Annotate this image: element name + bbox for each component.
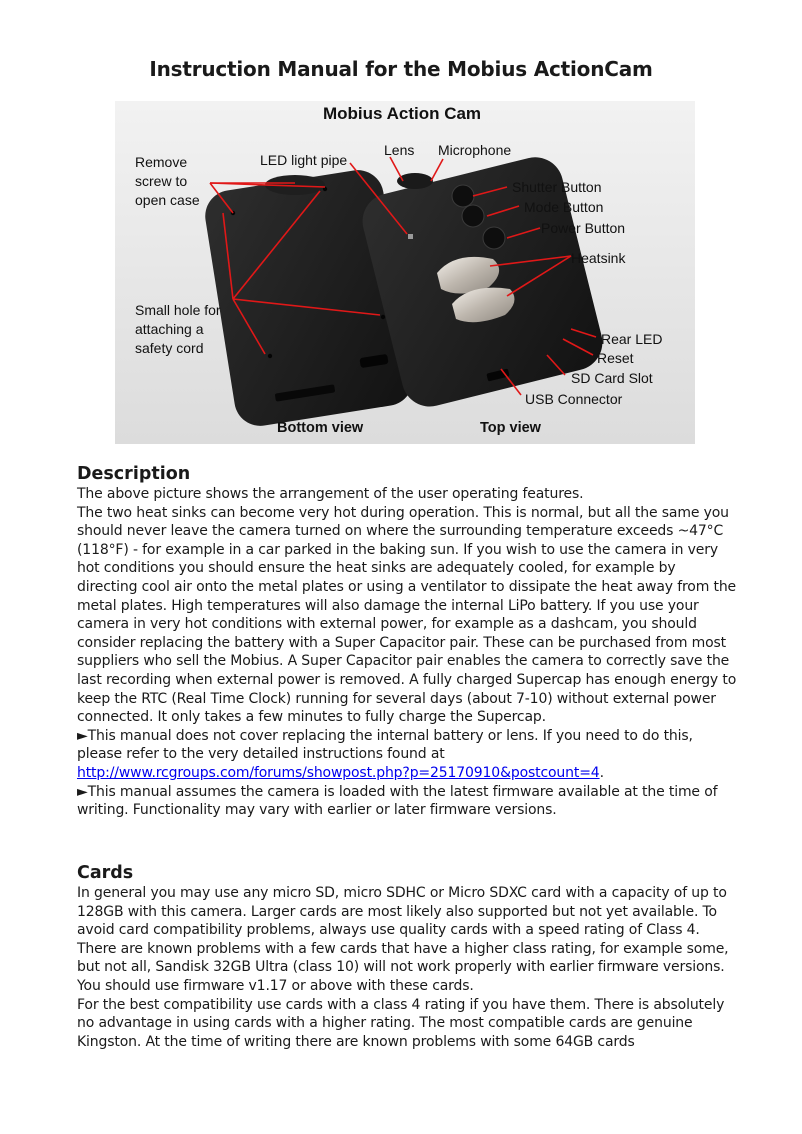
label-remove-screw-3: open case [135, 192, 200, 208]
rcgroups-link[interactable]: http://www.rcgroups.com/forums/showpost.php?p=25170910&postcount=4 [77, 764, 600, 781]
label-small-hole-2: attaching a [135, 321, 204, 337]
battery-note-text: ►This manual does not cover replacing the internal battery or lens. If you need to do this, please refer to the very detailed instructions found at [77, 727, 693, 763]
label-bottom-view: Bottom view [277, 420, 364, 436]
label-shutter-button: Shutter Button [512, 179, 602, 195]
cards-section [77, 862, 737, 1051]
description-paragraph-2: The two heat sinks can become very hot during operation. This is normal, but all the same you should never leave the camera turned on where the surrounding temperature exceeds ~47°C (118°F) - for example in a car parked in the baking sun. If you wish to use the camera in very hot conditions you should ensure the heat sinks are adequately cooled, for example by directing cool air onto the metal plates or using a ventilator to dissipate the heat away from the metal plates. High temperatures will also damage the internal LiPo battery. If you use your camera in very hot conditions with external power, for example as a dashcam, you should consider replacing the battery with a Super Capacitor pair. These can be purchased from most suppliers who sell the Mobius. A Super Capacitor pair enables the camera to correctly save the last recording when external power is removed. A fully charged Supercap has enough energy to keep the RTC (Real Time Clock) running for several days (about 7-10) without external power connected. It only takes a few minutes to fully charge the Supercap. [77, 504, 737, 726]
label-remove-screw-1: Remove [135, 154, 188, 170]
label-rear-led: Rear LED [601, 331, 663, 347]
cards-paragraph-1: In general you may use any micro SD, micro SDHC or Micro SDXC card with a capacity of up to 128GB with this camera. Larger cards are most likely also supported but not yet available. To avoid card compatibility problems, always use quality cards with a speed rating of Class 4. There are known problems with a few cards that have a higher class rating, for example some, but not all, Sandisk 32GB Ultra (class 10) will not work properly with earlier firmware versions. You should use firmware v1.17 or above with these cards. [77, 885, 729, 994]
description-paragraph-3 [77, 727, 737, 783]
figure-heading: Mobius Action Cam [323, 104, 482, 123]
cards-heading: Cards [77, 863, 134, 883]
label-power-button: Power Button [541, 220, 626, 236]
label-top-view: Top view [480, 420, 541, 436]
label-reset: Reset [597, 350, 634, 366]
label-mode-button: Mode Button [524, 199, 604, 215]
description-paragraph-4: ►This manual assumes the camera is loaded with the latest firmware available at the time of writing. Functionality may vary with earlier or later firmware versions. [77, 783, 718, 819]
description-paragraph-1: The above picture shows the arrangement of the user operating features. [77, 486, 584, 502]
cards-paragraph-2: For the best compatibility use cards with a class 4 rating if you have them. There is absolutely no advantage in using cards with a higher rating. The most compatible cards are genuine Kingston. At the time of writing there are known problems with some 64GB cards [77, 996, 725, 1050]
label-lens: Lens [384, 142, 415, 158]
description-section [77, 463, 737, 820]
camera-diagram-figure [115, 101, 695, 444]
label-remove-screw-2: screw to [135, 173, 188, 189]
description-heading: Description [77, 464, 191, 484]
page-title: Instruction Manual for the Mobius ActionCam [149, 57, 653, 81]
label-heatsink: Heatsink [571, 250, 626, 266]
label-small-hole-1: Small hole for [135, 302, 221, 318]
label-small-hole-3: safety cord [135, 340, 204, 356]
battery-note-end: . [599, 764, 604, 781]
label-usb-connector: USB Connector [525, 391, 623, 407]
label-sd-card-slot: SD Card Slot [571, 370, 653, 386]
label-led-light-pipe: LED light pipe [260, 152, 348, 168]
label-microphone: Microphone [438, 142, 512, 158]
